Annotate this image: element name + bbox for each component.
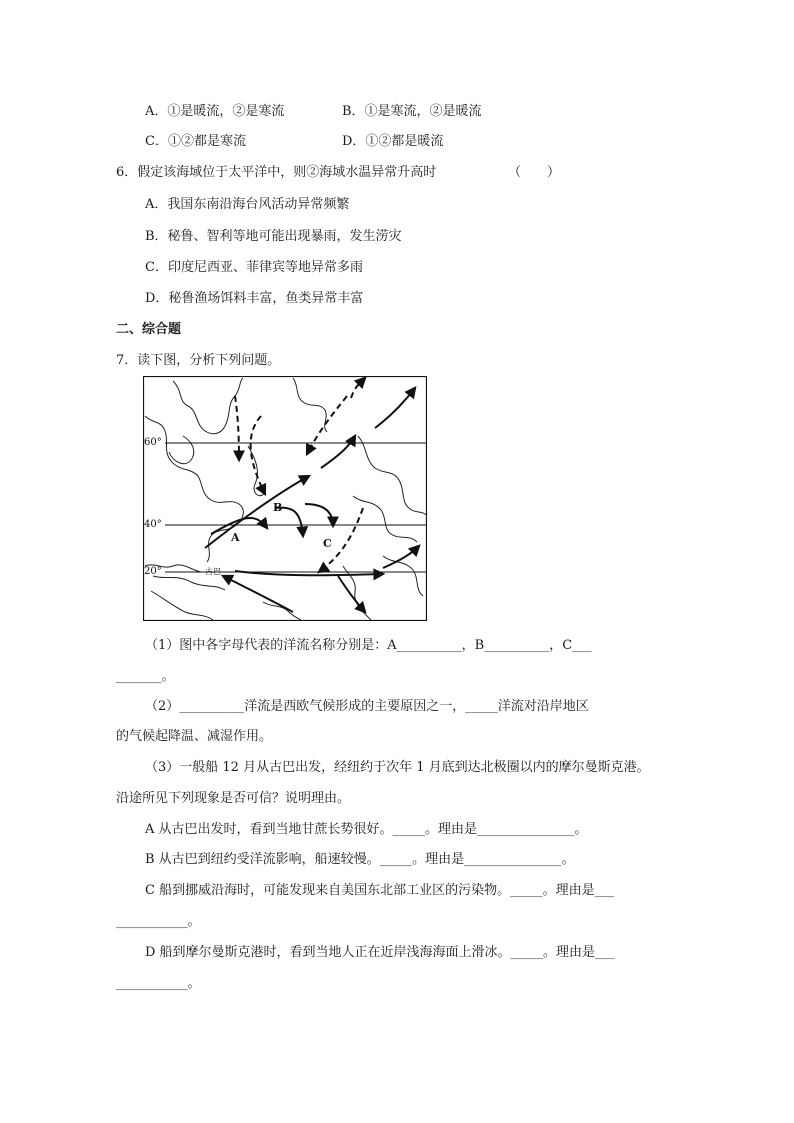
lat-label-20: 20° <box>144 566 162 577</box>
ocean-current-map <box>143 376 427 621</box>
q7-part2-line2: 的气候起降温、减湿作用。 <box>116 729 273 744</box>
place-label-cuba: 古巴 <box>205 567 221 576</box>
section-title: 二、综合题 <box>116 322 182 337</box>
q7-part1-line1: （1）图中各字母代表的洋流名称分别是：A__________，B__________，C___ <box>145 638 592 653</box>
q6-answer-paren: （ ） <box>508 165 561 180</box>
q7-part1-line2: _______。 <box>116 669 175 684</box>
q7-part2-line1: （2）__________洋流是西欧气候形成的主要原因之一，_____洋流对沿岸地区 <box>145 699 589 714</box>
lat-label-40: 40° <box>144 519 162 530</box>
q7-part3-line2: 沿途所见下列现象是否可信？说明理由。 <box>116 791 351 806</box>
q7-item-c-line2: ___________。 <box>116 914 201 929</box>
q6-option-c: C．印度尼西亚、菲律宾等地异常多雨 <box>145 260 363 275</box>
q5-option-b: B．①是寒流，②是暖流 <box>342 104 482 119</box>
q5-option-a: A．①是暖流，②是寒流 <box>145 104 285 119</box>
q7-item-b: B 从古巴到纽约受洋流影响，船速较慢。_____。理由是_______________。 <box>145 852 575 867</box>
q6-stem: 6．假定该海域位于太平洋中，则②海域水温异常升高时 <box>116 165 437 180</box>
current-letter-b: B <box>273 501 283 514</box>
q7-item-c-line1: C 船到挪威沿海时，可能发现来自美国东北部工业区的污染物。_____。理由是___ <box>145 883 615 898</box>
q5-option-c: C．①②都是寒流 <box>145 134 246 149</box>
q6-option-a: A．我国东南沿海台风活动异常频繁 <box>145 197 350 212</box>
q7-part3-line1: （3）一般船 12 月从古巴出发，经纽约于次年 1 月底到达北极圈以内的摩尔曼斯克港。 <box>145 760 650 775</box>
q7-item-a: A 从古巴出发时，看到当地甘蔗长势很好。_____。理由是_______________。 <box>145 822 588 837</box>
current-letter-a: A <box>231 531 240 544</box>
lat-label-60: 60° <box>144 437 162 448</box>
map-frame <box>144 377 427 621</box>
current-letter-c: C <box>323 537 332 550</box>
q7-stem: 7．读下图，分析下列问题。 <box>116 353 281 368</box>
q5-option-d: D．①②都是暖流 <box>342 134 444 149</box>
q6-option-b: B．秘鲁、智利等地可能出现暴雨，发生涝灾 <box>145 229 402 244</box>
q7-item-d-line1: D 船到摩尔曼斯克港时，看到当地人正在近岸浅海海面上滑冰。_____。理由是___ <box>145 945 615 960</box>
q6-option-d: D．秘鲁渔场饵料丰富，鱼类异常丰富 <box>145 291 364 306</box>
q7-item-d-line2: ___________。 <box>116 976 201 991</box>
